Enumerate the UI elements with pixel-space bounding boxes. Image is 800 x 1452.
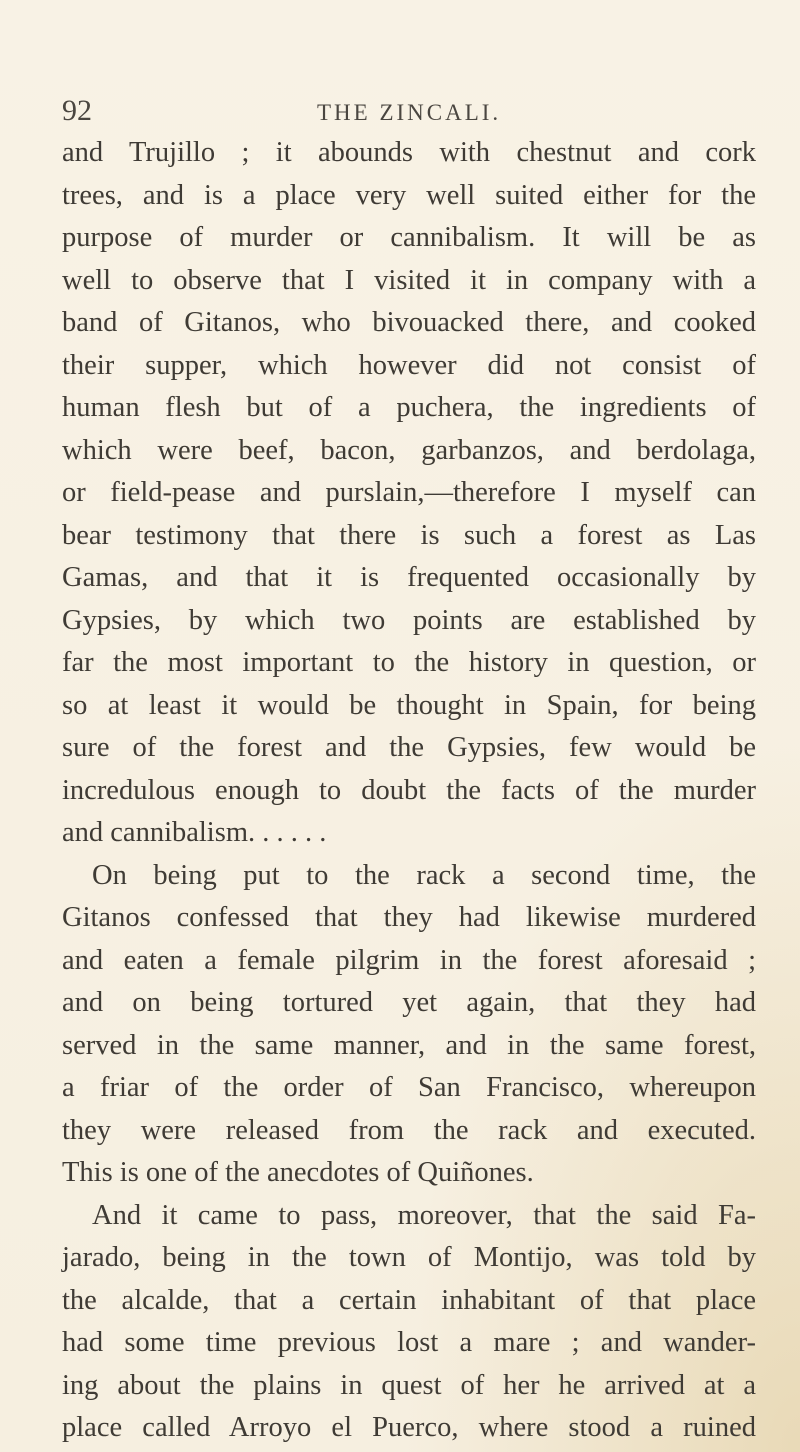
text-line: served in the same manner, and in the same forest, [62,1029,756,1061]
text-line: and on being tortured yet again, that they had [62,987,756,1018]
body-text [62,132,756,1450]
text-line: This is one of the anecdotes of Quiñones. [62,1157,534,1188]
text-line: far the most important to the history in question, or [62,647,756,678]
text-line: so at least it would be thought in Spain, for being [62,689,756,721]
text-line: they were released from the rack and executed. [62,1114,756,1146]
text-line: and eaten a female pilgrim in the forest aforesaid ; [62,944,756,976]
text-line: had some time previous lost a mare ; and wander- [62,1327,756,1358]
text-line: or field-pease and purslain,—therefore I myself can [62,477,756,508]
text-line: and Trujillo ; it abounds with chestnut and cork [62,137,756,168]
page-header [62,94,762,134]
text-line: band of Gitanos, who bivouacked there, and cooked [62,307,756,338]
text-line: jarado, being in the town of Montijo, was told by [62,1242,756,1273]
text-line: On being put to the rack a second time, the [92,859,756,891]
text-line: Gypsies, by which two points are established by [62,604,756,636]
text-line: purpose of murder or cannibalism. It will be as [62,222,756,253]
text-line: well to observe that I visited it in company with a [62,264,756,296]
running-head: THE ZINCALI. [317,100,502,125]
text-line: the alcalde, that a certain inhabitant of that place [62,1284,756,1316]
text-line: Gamas, and that it is frequented occasionally by [62,562,756,593]
text-line: place called Arroyo el Puerco, where stood a ruined [62,1412,756,1443]
text-line: And it came to pass, moreover, that the said Fa- [92,1199,756,1231]
text-line: human flesh but of a puchera, the ingredients of [62,392,756,423]
text-line: Gitanos confessed that they had likewise murdered [62,902,756,933]
text-line: their supper, which however did not consist of [62,349,756,381]
text-line: sure of the forest and the Gypsies, few would be [62,732,756,763]
text-line: a friar of the order of San Francisco, whereupon [62,1072,756,1103]
text-line: and cannibalism. . . . . . [62,817,327,848]
text-line: incredulous enough to doubt the facts of the murder [62,774,756,806]
page-number: 92 [62,94,92,127]
text-line: trees, and is a place very well suited either for the [62,179,756,211]
text-line: bear testimony that there is such a forest as Las [62,519,756,551]
text-line: which were beef, bacon, garbanzos, and berdolaga, [62,434,756,466]
text-line: ing about the plains in quest of her he arrived at a [62,1369,756,1401]
